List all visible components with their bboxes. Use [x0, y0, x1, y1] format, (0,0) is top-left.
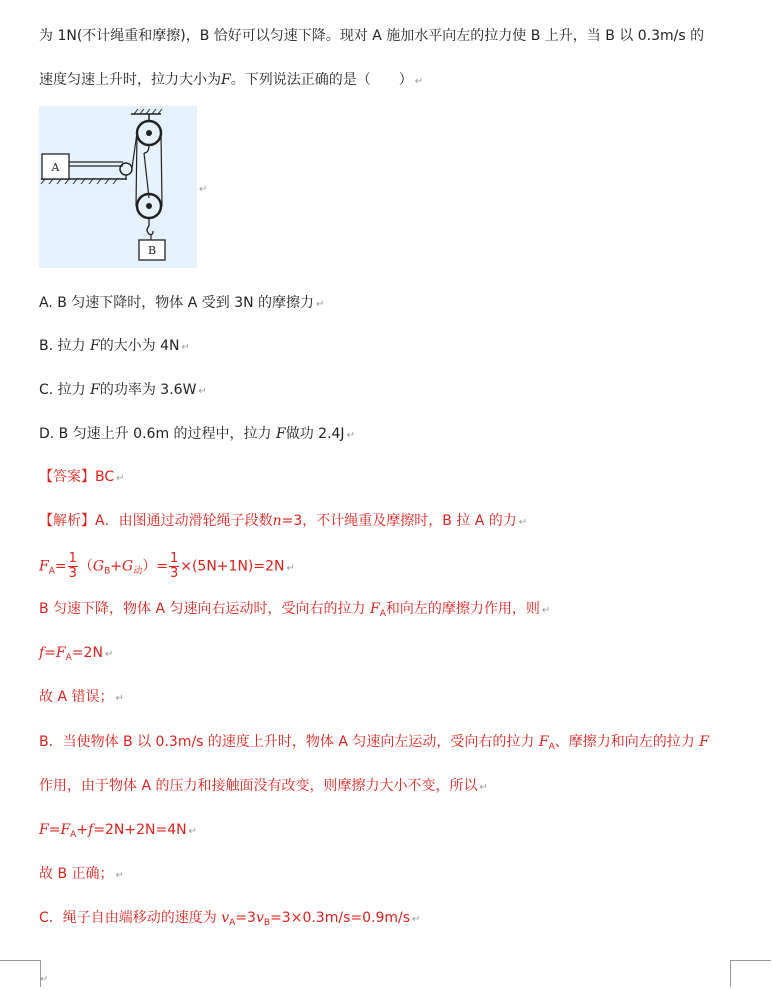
paragraph-mark: ↵ [115, 693, 124, 704]
option-a [39, 293, 324, 315]
analysis-text-4: 故 A 错误； [39, 689, 114, 705]
question-line-2 [39, 70, 423, 92]
option-b-text: B. 拉力 [39, 338, 86, 354]
analysis-text-6: 作用，由于物体 A 的压力和接触面没有改变，则摩擦力大小不变，所以 [39, 778, 478, 794]
analysis-text-5: B．当使物体 B 以 0.3m/s 的速度上升时，物体 A 匀速向左运动，受向右的拉力 [39, 734, 535, 750]
fraction-one-third [169, 552, 179, 581]
subscript-a: A [548, 742, 555, 752]
option-a-text: A. B 匀速下降时，物体 A 受到 3N 的摩擦力 [39, 295, 315, 311]
equation-3-result: =2N+2N=4N [93, 822, 187, 838]
analysis-line-2 [39, 599, 550, 621]
var-f-friction: f [88, 822, 94, 838]
subscript-b: B [263, 918, 271, 928]
option-c [39, 380, 207, 402]
equals-three: =3 [235, 910, 256, 926]
paragraph-mark: ↵ [541, 605, 551, 616]
equals-sign: = [44, 645, 56, 661]
paragraph-mark: ↵ [115, 870, 124, 881]
subscript-a: A [379, 609, 386, 619]
paragraph-mark: ↵ [286, 562, 295, 574]
option-b-text-end: 的大小为 4N [99, 338, 180, 354]
var-f: F [39, 558, 49, 575]
paragraph-mark: ↵ [116, 473, 125, 484]
option-c-text-end: 的功率为 3.6W [99, 382, 197, 398]
analysis-text-2-end: 和向左的摩擦力作用，则 [385, 601, 540, 617]
fraction-numerator: 1 [169, 551, 179, 566]
subscript-a: A [65, 653, 72, 663]
option-d-text-end: 做功 2.4J [285, 426, 345, 442]
analysis-intro-text: A．由图通过动滑轮绳子段数 [95, 513, 273, 529]
var-f: F [538, 734, 549, 750]
fraction-denominator: 3 [68, 566, 77, 581]
subscript-b: B [104, 566, 111, 577]
plus-sign: + [76, 822, 89, 838]
equation-3 [39, 820, 197, 842]
paragraph-mark: ↵ [518, 517, 528, 528]
analysis-line-9 [39, 908, 420, 930]
var-g: G [122, 558, 134, 575]
equation-2 [39, 643, 113, 665]
subscript-a: A [229, 918, 236, 928]
answer-value: BC [95, 469, 115, 485]
paragraph-mark: ↵ [188, 826, 197, 837]
option-d [39, 424, 355, 446]
equals-sign: = [54, 558, 67, 575]
paragraph-mark: ↵ [198, 386, 207, 397]
equation-1-result: ×(5N+1N)=2N [180, 558, 285, 575]
var-f: F [39, 822, 49, 838]
fraction-one-third [68, 552, 78, 581]
var-f-friction: f [39, 645, 45, 661]
fraction-denominator: 3 [169, 566, 179, 581]
var-f: F [699, 734, 709, 750]
option-d-text: D. B 匀速上升 0.6m 的过程中，拉力 [39, 426, 272, 442]
paragraph-mark: ↵ [316, 299, 325, 310]
margin-crop-mark-left [0, 960, 41, 987]
analysis-text-9: C．绳子自由端移动的速度为 [39, 910, 217, 926]
pulley-diagram [39, 106, 197, 268]
pulley-diagram-svg [39, 106, 197, 268]
analysis-intro-text-end: =3，不计绳重及摩擦时，B 拉 A 的力 [281, 513, 517, 529]
analysis-line-4 [39, 687, 124, 709]
equation-1 [39, 552, 295, 582]
paren-close: ）= [142, 558, 168, 575]
question-text-1: 为 1N(不计绳重和摩擦)，B 恰好可以匀速下降。现对 A 施加水平向左的拉力使 B 上升，当 B 以 0.3m/s 的 [39, 28, 705, 44]
var-f: F [55, 645, 66, 661]
answer-line [39, 467, 125, 489]
paragraph-mark: ↵ [181, 342, 190, 353]
question-line-1 [39, 26, 704, 46]
block-b-label: B [147, 244, 157, 257]
analysis-text-5-mid: 、摩擦力和向左的拉力 [554, 734, 695, 750]
question-text-2: 速度匀速上升时，拉力大小为 [39, 72, 221, 88]
paragraph-mark: ↵ [346, 430, 355, 441]
var-f: F [89, 338, 100, 354]
analysis-text-2: B 匀速下降，物体 A 匀速向右运动时，受向右的拉力 [39, 601, 366, 617]
var-f: F [60, 822, 71, 838]
fraction-numerator: 1 [68, 551, 77, 566]
var-g: G [92, 558, 105, 575]
var-v: v [255, 910, 264, 926]
analysis-line-5 [39, 732, 709, 752]
var-v: v [221, 910, 230, 926]
question-text-2-end: 。下列说法正确的是（ ） [230, 72, 413, 88]
analysis-text-9-end: =3×0.3m/s=0.9m/s [270, 910, 411, 926]
var-f: F [90, 382, 100, 398]
subscript-a: A [48, 566, 55, 577]
paragraph-mark: ↵ [412, 914, 421, 925]
analysis-line-6 [39, 776, 488, 798]
option-c-text: C. 拉力 [39, 382, 86, 398]
plus-sign: + [110, 558, 123, 575]
var-n: n [272, 513, 282, 529]
answer-label: 【答案】 [39, 469, 95, 485]
paragraph-mark: ↵ [40, 974, 49, 985]
subscript-dong: 动 [133, 566, 143, 577]
equation-2-result: =2N [71, 645, 103, 661]
paragraph-mark: ↵ [479, 782, 488, 793]
paragraph-mark: ↵ [199, 184, 208, 195]
analysis-text-8: 故 B 正确； [39, 866, 114, 882]
option-b [39, 336, 190, 358]
paren-open: （ [78, 558, 93, 575]
var-f: F [221, 72, 231, 88]
block-a-label: A [51, 161, 60, 174]
paragraph-mark: ↵ [414, 76, 424, 87]
margin-crop-mark-right [730, 960, 771, 987]
var-f: F [276, 426, 286, 442]
paragraph-mark: ↵ [104, 649, 114, 660]
analysis-line-8 [39, 864, 124, 886]
equals-sign: = [48, 822, 61, 838]
analysis-intro [39, 511, 527, 533]
analysis-label: 【解析】 [39, 513, 95, 529]
subscript-a: A [70, 830, 77, 840]
var-f: F [369, 601, 380, 617]
